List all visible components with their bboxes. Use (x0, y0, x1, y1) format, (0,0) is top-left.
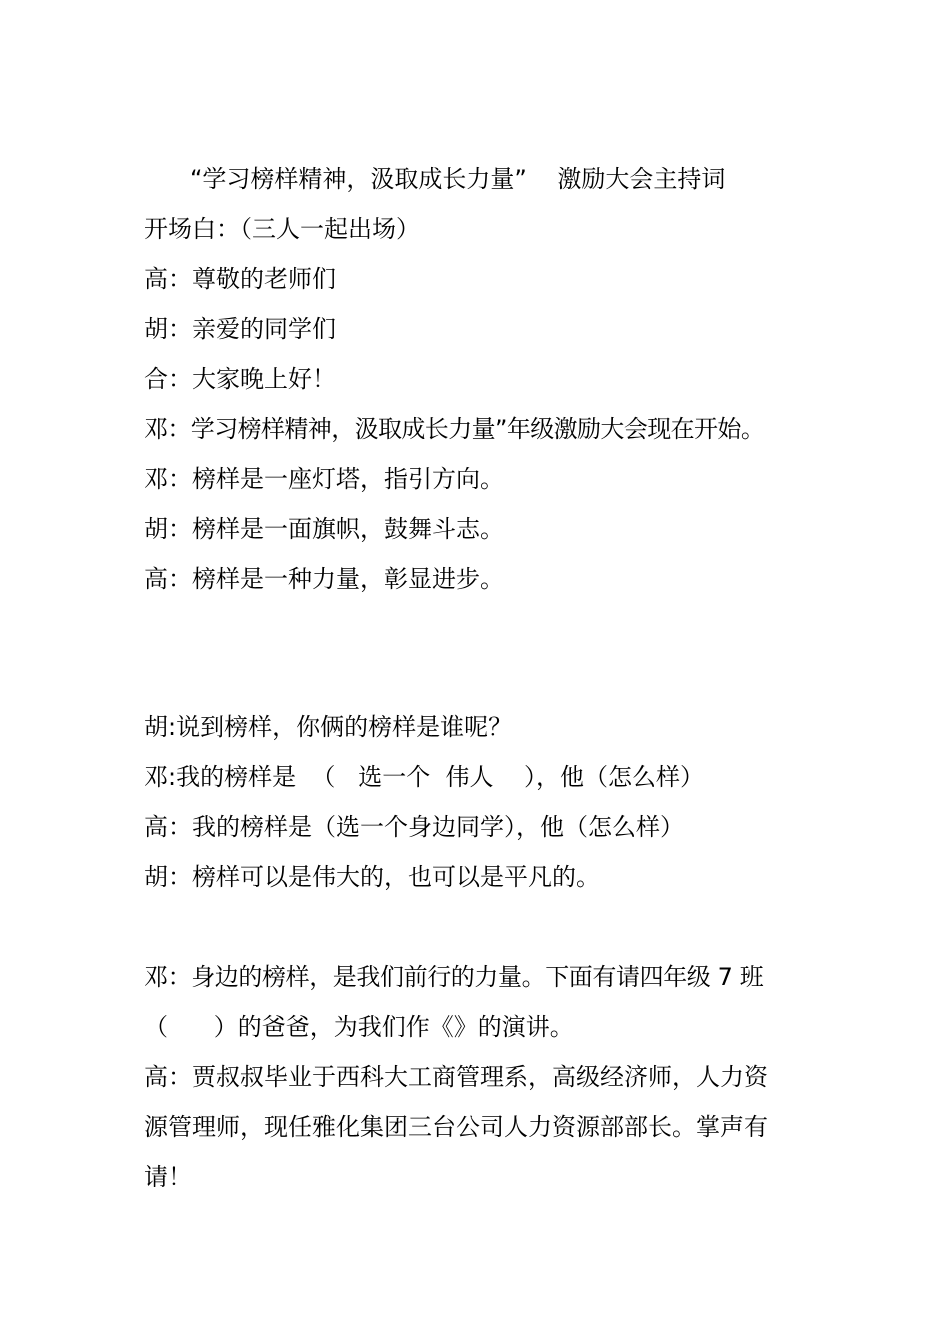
text-line: 开场白：（三人一起出场） (144, 215, 420, 243)
text-line: （ ）的爸爸，为我们作《》的演讲。 (144, 1013, 574, 1041)
text-line: 高：榜样是一种力量，彰显进步。 (144, 565, 504, 593)
text-line: 请！ (144, 1163, 192, 1191)
text-line: 胡：亲爱的同学们 (144, 315, 336, 343)
text-line: 胡：榜样是一面旗帜，鼓舞斗志。 (144, 515, 504, 543)
text-line: 邓：榜样是一座灯塔，指引方向。 (144, 465, 504, 493)
document-title: “学习榜样精神，汲取成长力量” 激励大会主持词 (190, 165, 726, 193)
text-line: 高：尊敬的老师们 (144, 265, 336, 293)
text-line: 邓：身边的榜样，是我们前行的力量。下面有请四年级 7 班 (144, 963, 764, 991)
text-line: 邓：学习榜样精神，汲取成长力量”年级激励大会现在开始。 (144, 415, 765, 443)
text-line: 胡：榜样可以是伟大的，也可以是平凡的。 (144, 863, 600, 891)
text-line: 胡:说到榜样，你俩的榜样是谁呢？ (144, 713, 513, 741)
text-line: 高：贾叔叔毕业于西科大工商管理系，高级经济师，人力资 (144, 1063, 768, 1091)
text-line: 合：大家晚上好！ (144, 365, 336, 393)
text-line: 高：我的榜样是（选一个身边同学），他（怎么样） (144, 813, 684, 841)
text-line: 邓:我的榜样是 （ 选一个 伟人 ），他（怎么样） (144, 763, 705, 791)
text-line: 源管理师，现任雅化集团三台公司人力资源部部长。掌声有 (144, 1113, 768, 1141)
